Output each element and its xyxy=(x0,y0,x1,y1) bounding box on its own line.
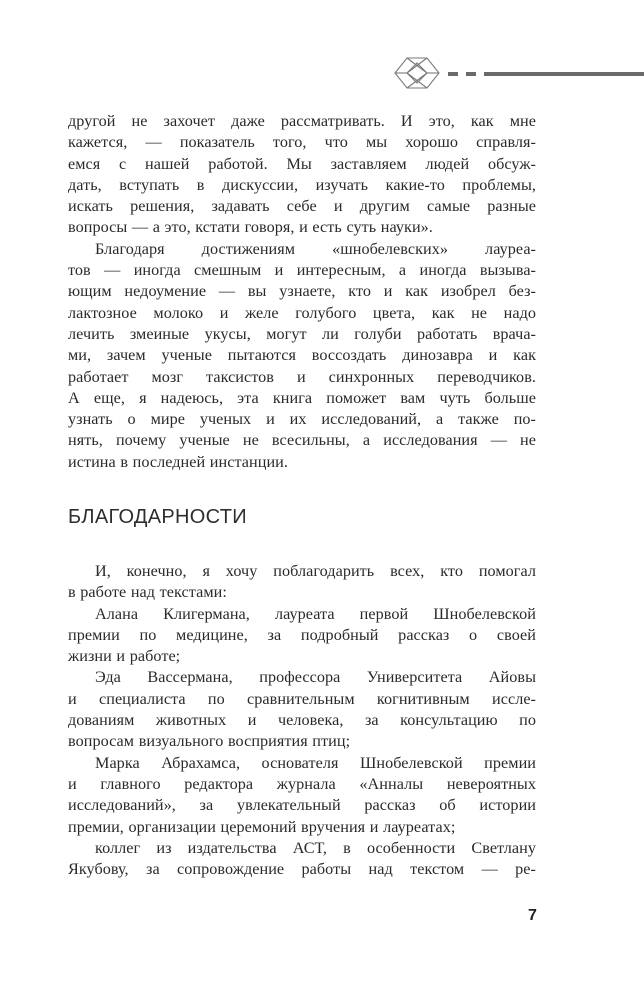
text-line: лечить змеиные укусы, могут ли голуби работать врача- xyxy=(68,324,536,343)
paragraph-abrahams xyxy=(68,753,536,838)
text-line: ми, зачем ученые пытаются воссоздать динозавра и как xyxy=(68,346,536,365)
paragraph-intro xyxy=(68,561,536,604)
header-ornament xyxy=(0,0,644,100)
text-line: ющим недоумение — вы узнаете, кто и как изобрел без- xyxy=(68,282,536,301)
paragraph-continued xyxy=(68,111,536,239)
text-line: искать решения, задавать себе и другим самые разные xyxy=(68,197,536,216)
text-line: работает мозг таксистов и синхронных переводчиков. xyxy=(68,367,536,386)
acknowledgements-text xyxy=(68,561,536,880)
text-line: премии, организации церемоний вручения и лауреатах; xyxy=(68,817,456,836)
text-line: Алана Клигермана, лауреата первой Шнобелевской xyxy=(95,604,536,623)
text-line: Благодаря достижениям «шнобелевских» лауреа- xyxy=(95,239,536,258)
text-line: тов — иногда смешным и интересным, а иногда вызыва- xyxy=(68,261,536,280)
ornament-rule xyxy=(484,72,644,76)
text-line: коллег из издательства АСТ, в особенности Светлану xyxy=(95,838,536,857)
text-line: Марка Абрахамса, основателя Шнобелевской премии xyxy=(95,753,536,772)
text-line: истина в последней инстанции. xyxy=(68,452,288,471)
text-line: дать, вступать в дискуссии, изучать какие-то проблемы, xyxy=(68,175,536,194)
text-line: А еще, я надеюсь, эта книга поможет вам чуть больше xyxy=(68,388,536,407)
text-line: исследований», за увлекательный рассказ об истории xyxy=(68,796,536,815)
text-line: в работе над текстами: xyxy=(68,583,227,602)
paragraph-kligerman xyxy=(68,604,536,668)
body-text-top xyxy=(68,111,536,473)
paragraph-ast xyxy=(68,838,536,881)
text-line: емся с нашей работой. Мы заставляем людей обсуж- xyxy=(68,154,536,173)
text-line: жизни и работе; xyxy=(68,647,181,666)
text-line: вопросам визуального восприятия птиц; xyxy=(68,732,351,751)
text-line: вопросы — а это, кстати говоря, и есть суть науки». xyxy=(68,218,433,237)
text-line: и главного редактора журнала «Анналы невероятных xyxy=(68,774,536,793)
text-line: и специалиста по сравнительным когнитивным иссле- xyxy=(68,689,536,708)
ornament-dash xyxy=(448,72,458,76)
text-line: Якубову, за сопровождение работы над текстом — ре- xyxy=(68,860,536,879)
text-line: кажется, — показатель того, что мы хорошо справля- xyxy=(68,133,536,152)
text-line: Эда Вассермана, профессора Университета Айовы xyxy=(95,668,536,687)
text-line: узнать о мире ученых и их исследований, а также по- xyxy=(68,410,536,429)
paragraph-wasserman xyxy=(68,667,536,752)
text-line: нять, почему ученые не всесильны, а исследования — не xyxy=(68,431,536,450)
text-line: другой не захочет даже рассматривать. И это, как мне xyxy=(68,112,536,130)
page-number: 7 xyxy=(528,907,537,924)
section-heading: БЛАГОДАРНОСТИ xyxy=(68,506,247,528)
ornament-dash xyxy=(466,72,476,76)
text-line: лактозное молоко и желе голубого цвета, как не надо xyxy=(68,303,536,322)
text-line: премии по медицине, за подробный рассказ о своей xyxy=(68,625,536,644)
text-line: И, конечно, я хочу поблагодарить всех, кто помогал xyxy=(95,562,536,580)
diamond-cube-outline-icon xyxy=(394,56,440,90)
paragraph-laureates xyxy=(68,239,536,473)
text-line: дованиям животных и человека, за консультацию по xyxy=(68,711,536,730)
